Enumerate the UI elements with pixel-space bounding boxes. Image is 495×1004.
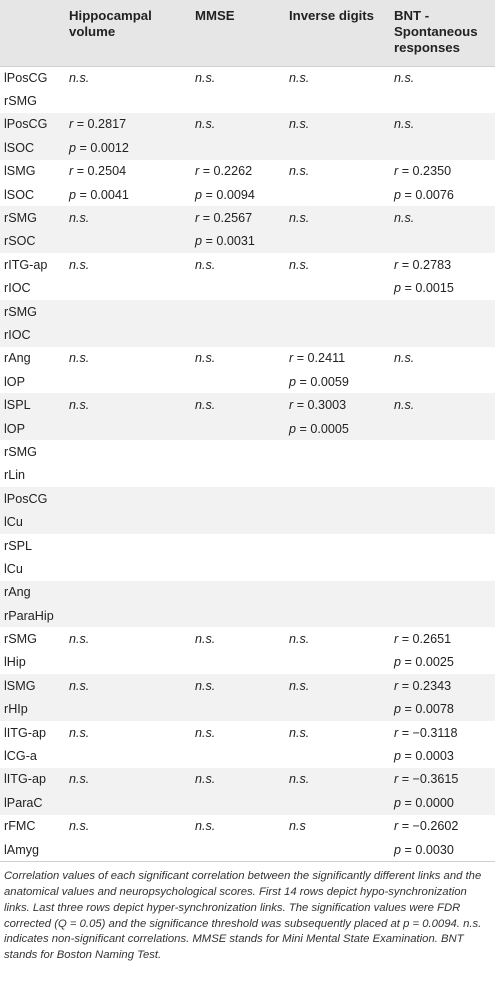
value-cell xyxy=(65,698,191,721)
row-label-cell: lOP xyxy=(0,417,65,440)
value-cell xyxy=(65,534,191,557)
row-label-cell: rSMG xyxy=(0,627,65,650)
value-cell xyxy=(390,136,495,159)
table-row xyxy=(0,417,495,440)
value-cell xyxy=(390,604,495,627)
value-cell: n.s. xyxy=(65,66,191,89)
value-cell: n.s. xyxy=(285,721,390,744)
value-cell: p = 0.0094 xyxy=(191,183,285,206)
value-cell xyxy=(65,323,191,346)
value-cell xyxy=(191,581,285,604)
value-cell xyxy=(390,440,495,463)
value-cell: p = 0.0059 xyxy=(285,370,390,393)
value-cell xyxy=(191,557,285,580)
value-cell: n.s. xyxy=(191,113,285,136)
stat-symbol: r xyxy=(394,257,399,272)
stat-symbol: r xyxy=(69,117,74,132)
row-label-cell: lSMG xyxy=(0,160,65,183)
row-label-cell: rIOC xyxy=(0,277,65,300)
value-cell: r = −0.2602 xyxy=(390,815,495,838)
value-cell: n.s. xyxy=(65,253,191,276)
stat-symbol: r xyxy=(195,211,200,226)
row-label-cell: rSMG xyxy=(0,440,65,463)
header-cell-bnt: BNT - Spontaneous responses xyxy=(390,0,495,66)
value-cell xyxy=(191,651,285,674)
value-cell xyxy=(191,136,285,159)
stat-symbol: r xyxy=(394,819,399,834)
value-cell: r = −0.3615 xyxy=(390,768,495,791)
value-cell xyxy=(191,440,285,463)
table-row xyxy=(0,136,495,159)
value-cell xyxy=(390,464,495,487)
table-row xyxy=(0,604,495,627)
stat-symbol: r xyxy=(69,164,74,179)
table-row xyxy=(0,721,495,744)
table-row xyxy=(0,581,495,604)
stat-symbol: p xyxy=(394,795,402,810)
value-cell xyxy=(191,791,285,814)
value-cell: r = −0.3118 xyxy=(390,721,495,744)
value-cell xyxy=(390,230,495,253)
value-cell: n.s. xyxy=(65,393,191,416)
value-cell xyxy=(65,277,191,300)
stat-symbol: p xyxy=(289,374,297,389)
value-cell: n.s. xyxy=(191,347,285,370)
stat-symbol: p xyxy=(394,281,402,296)
value-cell: n.s. xyxy=(65,768,191,791)
value-cell xyxy=(65,417,191,440)
stat-symbol: r xyxy=(195,164,200,179)
value-cell: r = 0.2817 xyxy=(65,113,191,136)
value-cell xyxy=(191,464,285,487)
row-label-cell: rHIp xyxy=(0,698,65,721)
table-row xyxy=(0,698,495,721)
row-label-cell: lCu xyxy=(0,510,65,533)
stat-symbol: p xyxy=(394,842,402,857)
value-cell: n.s. xyxy=(65,347,191,370)
row-label-cell: rParaHip xyxy=(0,604,65,627)
value-cell: p = 0.0025 xyxy=(390,651,495,674)
value-cell xyxy=(65,838,191,861)
value-cell: p = 0.0030 xyxy=(390,838,495,861)
value-cell: n.s. xyxy=(390,66,495,89)
value-cell xyxy=(65,300,191,323)
value-cell xyxy=(390,417,495,440)
value-cell: r = 0.2411 xyxy=(285,347,390,370)
value-cell: n.s. xyxy=(285,253,390,276)
value-cell: n.s. xyxy=(390,113,495,136)
value-cell xyxy=(191,604,285,627)
value-cell xyxy=(390,534,495,557)
value-cell xyxy=(191,510,285,533)
value-cell xyxy=(285,838,390,861)
value-cell: p = 0.0003 xyxy=(390,744,495,767)
row-label-cell: lSMG xyxy=(0,674,65,697)
table-body xyxy=(0,66,495,861)
value-cell: n.s. xyxy=(65,815,191,838)
row-label-cell: lSPL xyxy=(0,393,65,416)
value-cell: n.s. xyxy=(285,627,390,650)
row-label-cell: lPosCG xyxy=(0,487,65,510)
table-caption: Correlation values of each significant correlation between the significantly different links and the anatomical values and neuropsychological scores. First 14 rows depict hypo-synchronization links. Last three rows depict hyper-synchronization links. The signification values were FDR corrected (Q = 0.05) and the significance threshold was subsequently placed at p = 0.0094. n.s. indicates non-significant correlations. MMSE stands for Mini Mental State Examination. BNT stands for Boston Naming Test. xyxy=(0,861,495,964)
value-cell xyxy=(390,487,495,510)
value-cell xyxy=(390,300,495,323)
value-cell xyxy=(285,791,390,814)
table-row xyxy=(0,300,495,323)
value-cell xyxy=(285,136,390,159)
table-row xyxy=(0,627,495,650)
value-cell xyxy=(191,300,285,323)
value-cell: n.s. xyxy=(191,815,285,838)
header-row xyxy=(0,0,495,66)
value-cell: n.s. xyxy=(285,206,390,229)
value-cell xyxy=(65,440,191,463)
stat-symbol: r xyxy=(394,772,399,787)
value-cell xyxy=(191,277,285,300)
value-cell: n.s. xyxy=(65,674,191,697)
value-cell xyxy=(285,487,390,510)
value-cell xyxy=(191,89,285,112)
value-cell: r = 0.2343 xyxy=(390,674,495,697)
row-label-cell: rSOC xyxy=(0,230,65,253)
table-row xyxy=(0,768,495,791)
table-row xyxy=(0,89,495,112)
value-cell xyxy=(65,791,191,814)
row-label-cell: lCG-a xyxy=(0,744,65,767)
value-cell: r = 0.2783 xyxy=(390,253,495,276)
row-label-cell: lITG-ap xyxy=(0,721,65,744)
row-label-cell: lCu xyxy=(0,557,65,580)
value-cell: p = 0.0015 xyxy=(390,277,495,300)
value-cell: n.s. xyxy=(191,768,285,791)
value-cell xyxy=(390,581,495,604)
value-cell: n.s. xyxy=(191,393,285,416)
stat-symbol: p xyxy=(394,749,402,764)
stat-symbol: r xyxy=(394,632,399,647)
stat-symbol: p xyxy=(394,655,402,670)
value-cell: n.s. xyxy=(390,206,495,229)
value-cell xyxy=(285,651,390,674)
header-cell-inverse-digits: Inverse digits xyxy=(285,0,390,66)
row-label-cell: lSOC xyxy=(0,136,65,159)
table-row xyxy=(0,557,495,580)
row-label-cell: lITG-ap xyxy=(0,768,65,791)
stat-symbol: r xyxy=(394,164,399,179)
value-cell xyxy=(65,557,191,580)
value-cell xyxy=(390,557,495,580)
table-row xyxy=(0,206,495,229)
row-label-cell: rLin xyxy=(0,464,65,487)
value-cell xyxy=(285,581,390,604)
table-row xyxy=(0,464,495,487)
value-cell xyxy=(191,534,285,557)
stat-symbol: p xyxy=(195,187,203,202)
table-row xyxy=(0,253,495,276)
stat-symbol: p xyxy=(195,234,203,249)
value-cell xyxy=(285,89,390,112)
row-label-cell: rITG-ap xyxy=(0,253,65,276)
value-cell: n.s. xyxy=(390,347,495,370)
stat-symbol: p xyxy=(69,140,77,155)
row-label-cell: rFMC xyxy=(0,815,65,838)
value-cell xyxy=(191,744,285,767)
value-cell xyxy=(285,744,390,767)
value-cell xyxy=(390,323,495,346)
value-cell: n.s. xyxy=(191,627,285,650)
table-row xyxy=(0,323,495,346)
row-label-cell: rSMG xyxy=(0,300,65,323)
stat-symbol: r xyxy=(289,351,294,366)
value-cell xyxy=(285,323,390,346)
value-cell xyxy=(191,323,285,346)
value-cell xyxy=(285,698,390,721)
table-row xyxy=(0,183,495,206)
value-cell xyxy=(65,230,191,253)
row-label-cell: rIOC xyxy=(0,323,65,346)
value-cell xyxy=(191,838,285,861)
value-cell xyxy=(65,744,191,767)
value-cell xyxy=(285,230,390,253)
value-cell xyxy=(390,510,495,533)
table-row xyxy=(0,534,495,557)
row-label-cell: lPosCG xyxy=(0,113,65,136)
table-row xyxy=(0,160,495,183)
row-label-cell: rAng xyxy=(0,581,65,604)
value-cell: n.s xyxy=(285,815,390,838)
value-cell: n.s. xyxy=(285,160,390,183)
stat-symbol: p xyxy=(289,421,297,436)
value-cell: p = 0.0076 xyxy=(390,183,495,206)
value-cell xyxy=(285,440,390,463)
value-cell: n.s. xyxy=(285,674,390,697)
row-label-cell: lParaC xyxy=(0,791,65,814)
value-cell xyxy=(191,698,285,721)
value-cell xyxy=(285,464,390,487)
value-cell xyxy=(191,487,285,510)
row-label-cell: rSPL xyxy=(0,534,65,557)
value-cell xyxy=(65,487,191,510)
value-cell xyxy=(285,604,390,627)
table-row xyxy=(0,347,495,370)
table-row xyxy=(0,838,495,861)
value-cell: n.s. xyxy=(285,113,390,136)
value-cell xyxy=(65,510,191,533)
value-cell: p = 0.0041 xyxy=(65,183,191,206)
table-row xyxy=(0,66,495,89)
value-cell: r = 0.2504 xyxy=(65,160,191,183)
value-cell xyxy=(285,277,390,300)
table-row xyxy=(0,277,495,300)
value-cell: n.s. xyxy=(191,66,285,89)
value-cell xyxy=(65,581,191,604)
value-cell: r = 0.3003 xyxy=(285,393,390,416)
row-label-cell: rAng xyxy=(0,347,65,370)
table-row xyxy=(0,791,495,814)
value-cell: r = 0.2350 xyxy=(390,160,495,183)
value-cell: p = 0.0012 xyxy=(65,136,191,159)
value-cell: n.s. xyxy=(65,721,191,744)
header-cell-hippocampal-volume: Hippocampal volume xyxy=(65,0,191,66)
stat-symbol: r xyxy=(394,725,399,740)
value-cell: p = 0.0000 xyxy=(390,791,495,814)
stat-symbol: p xyxy=(394,187,402,202)
value-cell xyxy=(191,370,285,393)
value-cell: n.s. xyxy=(285,768,390,791)
table-row xyxy=(0,487,495,510)
table-row xyxy=(0,651,495,674)
value-cell: n.s. xyxy=(285,66,390,89)
table-row xyxy=(0,370,495,393)
table-row xyxy=(0,230,495,253)
value-cell: n.s. xyxy=(191,253,285,276)
value-cell xyxy=(65,370,191,393)
row-label-cell: lAmyg xyxy=(0,838,65,861)
value-cell: p = 0.0078 xyxy=(390,698,495,721)
stat-symbol: p xyxy=(69,187,77,202)
value-cell xyxy=(390,89,495,112)
value-cell: r = 0.2262 xyxy=(191,160,285,183)
value-cell xyxy=(191,417,285,440)
row-label-cell: rSMG xyxy=(0,89,65,112)
value-cell xyxy=(65,651,191,674)
value-cell: n.s. xyxy=(191,674,285,697)
value-cell xyxy=(65,89,191,112)
stat-symbol: p xyxy=(394,702,402,717)
header-cell-mmse: MMSE xyxy=(191,0,285,66)
stat-symbol: r xyxy=(289,398,294,413)
value-cell: n.s. xyxy=(191,721,285,744)
table-row xyxy=(0,393,495,416)
value-cell xyxy=(285,510,390,533)
table-row xyxy=(0,674,495,697)
value-cell: r = 0.2651 xyxy=(390,627,495,650)
stat-symbol: r xyxy=(394,678,399,693)
value-cell: n.s. xyxy=(390,393,495,416)
table-row xyxy=(0,510,495,533)
row-label-cell: lPosCG xyxy=(0,66,65,89)
value-cell: n.s. xyxy=(65,627,191,650)
row-label-cell: lSOC xyxy=(0,183,65,206)
row-label-cell: lOP xyxy=(0,370,65,393)
table-row xyxy=(0,815,495,838)
value-cell xyxy=(285,557,390,580)
value-cell xyxy=(285,534,390,557)
row-label-cell: rSMG xyxy=(0,206,65,229)
value-cell: p = 0.0031 xyxy=(191,230,285,253)
value-cell xyxy=(390,370,495,393)
header-cell-link xyxy=(0,0,65,66)
value-cell xyxy=(285,183,390,206)
table-row xyxy=(0,440,495,463)
value-cell: p = 0.0005 xyxy=(285,417,390,440)
row-label-cell: lHip xyxy=(0,651,65,674)
table-row xyxy=(0,113,495,136)
value-cell xyxy=(65,604,191,627)
value-cell: n.s. xyxy=(65,206,191,229)
value-cell xyxy=(65,464,191,487)
value-cell xyxy=(285,300,390,323)
table-row xyxy=(0,744,495,767)
value-cell: r = 0.2567 xyxy=(191,206,285,229)
